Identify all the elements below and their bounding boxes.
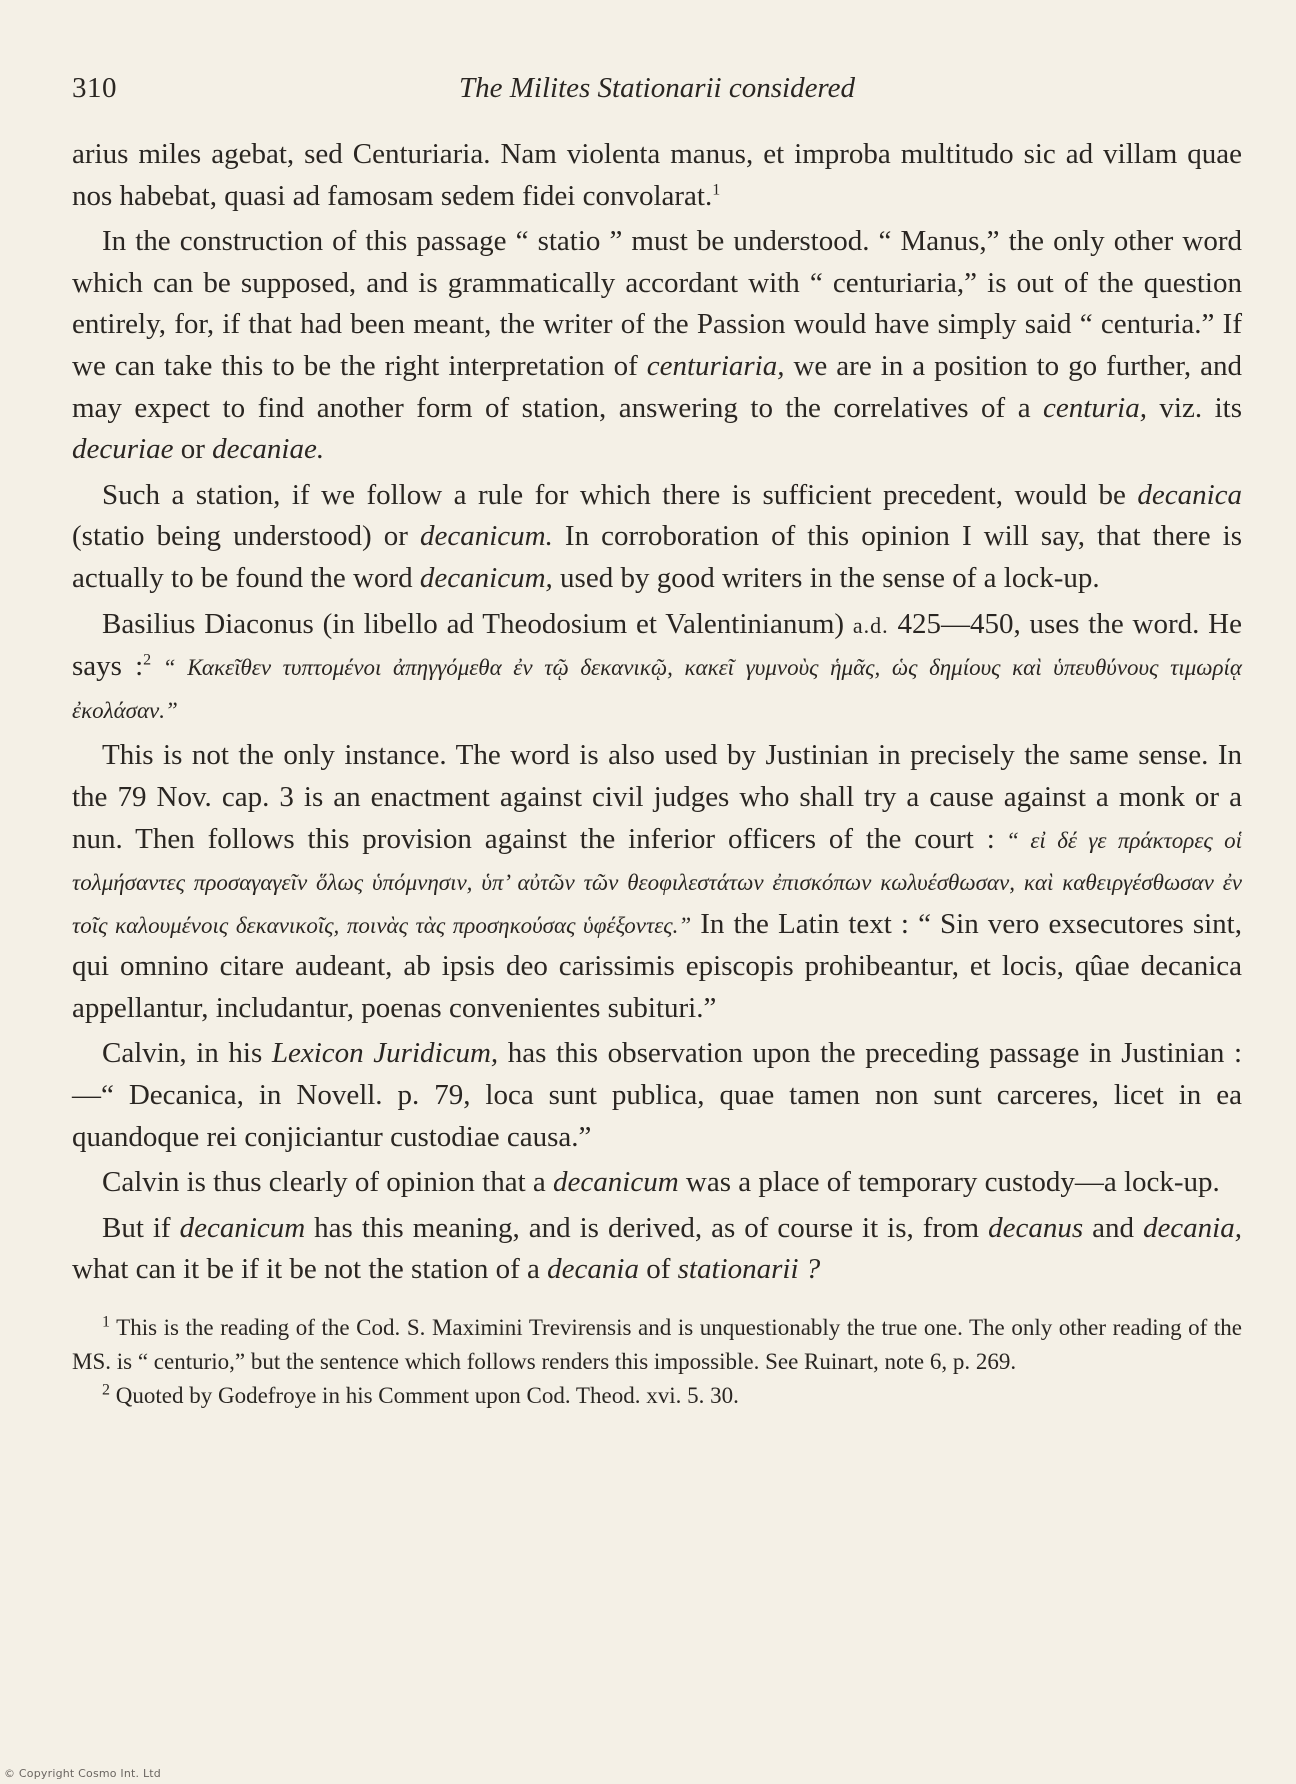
copyright-notice: © Copyright Cosmo Int. Ltd [4,1767,161,1780]
page [72,72,1242,1413]
body-text [72,134,1242,1291]
small-caps-ad: a.d. [852,612,889,638]
paragraph-5: This is not the only instance. The word is also used by Justinian in precisely the same sense. In the 79 Nov. cap. 3 is an enactment against civil judges who shall try a cause against a monk or a nun. Then follows this provision against the inferior officers of the court : “ εἰ δέ γε πράκτορες οἱ τολμήσαντες προσαγαγεῖν ὅλως ὑπόμνησιν, ὑπ’ αὐτῶν τῶν θεοφιλεστάτων ἐπισκόπων κωλυέσθωσαν, καὶ καθειργέσθωσαν ἐν τοῖς καλουμένοις δεκανικοῖς, ποινὰς τὰς προσηκούσας ὑφέξοντες.” In the Latin text : “ Sin vero exsecutores sint, qui omnino citare audeant, ab ipsis deo carissimis episcopis prohibeantur, et locis, qûae decanica appellantur, includantur, poenas convenientes subituri.” [72,739,1242,1024]
paragraph-4: Basilius Diaconus (in libello ad Theodosium et Valentinianum) a.d. 425—450, uses the word. He says :$^2$ “ Κακεῖθεν τυπτομένοι ἀπηγγόμεθα ἐν τῷ δεκανικῷ, κακεῖ γυμνοὺς ἡμᾶς, ὡς δημίους καὶ ὑπευθύνους τιμωρίᾳ ἐκολάσαν.” [72,607,1242,723]
greek-quote-basilius: “ Κακεῖθεν τυπτομένοι ἀπηγγόμεθα ἐν τῷ δεκανικῷ, κακεῖ γυμνοὺς ἡμᾶς, ὡς δημίους καὶ ὑπευθύνους τιμωρίᾳ ἐκολάσαν.” [72,655,1242,723]
footnotes [72,1311,1242,1413]
paragraph-1: arius miles agebat, sed Centuriaria. Nam violenta manus, et improba multitudo sic ad villam quae nos habebat, quasi ad famosam sedem fidei convolarat.$^1$ [72,138,1242,212]
footnote-ref-2: 2 [143,651,152,669]
greek-quote-justinian: “ εἰ δέ γε πράκτορες οἱ τολμήσαντες προσαγαγεῖν ὅλως ὑπόμνησιν, ὑπ’ αὐτῶν τῶν θεοφιλεστάτων ἐπισκόπων κωλυέσθωσαν, καὶ καθειργέσθωσαν ἐν τοῖς καλουμένοις δεκανικοῖς, ποινὰς τὰς προσηκούσας ὑφέξοντες.” [72,827,1242,938]
paragraph-3: Such a station, if we follow a rule for which there is sufficient precedent, would be decanica (statio being understood) or decanicum. In corroboration of this opinion I will say, that there is actually to be found the word decanicum, used by good writers in the sense of a lock-up. [72,478,1242,594]
footnote-ref-1: 1 [712,180,721,198]
paragraph-6: Calvin, in his Lexicon Juridicum, has this observation upon the preceding passage in Justinian :—“ Decanica, in Novell. p. 79, loca sunt publica, quae tamen non sunt carceres, licet in ea quandoque rei conjiciantur custodiae causa.” [72,1037,1243,1153]
footnote-1: $^1$ This is the reading of the Cod. S. Maximini Trevirensis and is unquestionably the true one. The only other reading of the MS. is “ centurio,” but the sentence which follows renders this impossible. See Ruinart, note 6, p. 269. [72,1313,1242,1375]
running-title: The Milites Stationarii considered [458,72,856,104]
footnote-2: $^2$ Quoted by Godefroye in his Comment upon Cod. Theod. xvi. 5. 30. [102,1381,739,1409]
paragraph-7: Calvin is thus clearly of opinion that a decanicum was a place of temporary custody—a lock-up. [102,1166,1220,1199]
paragraph-2: In the construction of this passage “ statio ” must be understood. “ Manus,” the only other word which can be supposed, and is grammatically accordant with “ centuriaria,” is out of the question entirely, for, if that had been meant, the writer of the Passion would have simply said “ centuria.” If we can take this to be the right interpretation of centuriaria, we are in a position to go further, and may expect to find another form of station, answering to the correlatives of a centuria, viz. its decuriae or decaniae. [72,225,1242,466]
page-header [72,72,1242,112]
paragraph-8: But if decanicum has this meaning, and is derived, as of course it is, from decanus and decania, what can it be if it be not the station of a decania of stationarii ? [72,1211,1242,1286]
page-number: 310 [72,72,117,104]
